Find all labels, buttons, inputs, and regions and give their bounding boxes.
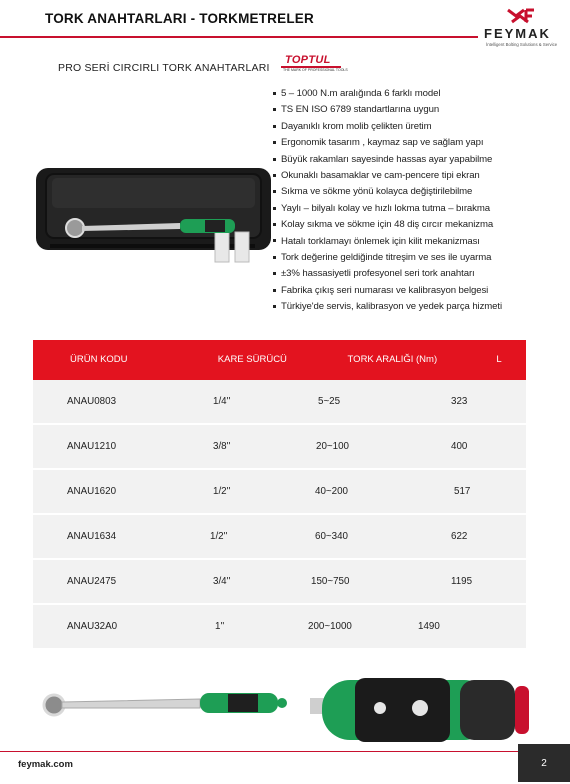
bullet-icon xyxy=(273,239,276,242)
table-row xyxy=(33,605,526,650)
cell-length: 1490 xyxy=(418,621,440,632)
feature-item: Kolay sıkma ve sökme için 48 diş cırcır mekanizma xyxy=(273,217,563,233)
feature-list xyxy=(273,86,563,315)
feature-item: Okunaklı basamaklar ve cam-pencere tipi ekran xyxy=(273,168,563,184)
cell-square-drive: 3/8'' xyxy=(213,441,231,452)
cell-torque-range: 200~1000 xyxy=(308,621,352,632)
title-divider xyxy=(0,36,478,38)
cell-square-drive: 1/4'' xyxy=(213,396,231,407)
torque-wrench-image xyxy=(40,675,290,730)
brand-tagline: İntelligent Bolting Solutions & Service xyxy=(486,42,558,47)
cell-code: ANAU32A0 xyxy=(67,621,118,632)
bullet-icon xyxy=(273,190,276,193)
page-number: 2 xyxy=(518,744,570,782)
col-header-length: L xyxy=(496,354,502,365)
cell-square-drive: 1/2'' xyxy=(213,486,231,497)
feature-item: Fabrika çıkış seri numarası ve kalibrasyon belgesi xyxy=(273,283,563,299)
table-header xyxy=(33,340,526,380)
feature-item: Tork değerine geldiğinde titreşim ve ses ile uyarma xyxy=(273,250,563,266)
cell-torque-range: 20~100 xyxy=(316,441,349,452)
table-row xyxy=(33,425,526,470)
cell-length: 323 xyxy=(451,396,468,407)
cell-square-drive: 3/4'' xyxy=(213,576,231,587)
cell-torque-range: 5~25 xyxy=(318,396,341,407)
table-row xyxy=(33,470,526,515)
page-title: TORK ANAHTARLARI - TORKMETRELER xyxy=(45,11,314,26)
cell-code: ANAU1210 xyxy=(67,441,117,452)
toptul-logo-underline xyxy=(281,66,341,68)
bullet-icon xyxy=(273,125,276,128)
bullet-icon xyxy=(273,174,276,177)
cell-length: 400 xyxy=(451,441,468,452)
table-row xyxy=(33,380,526,425)
bullet-icon xyxy=(273,141,276,144)
bullet-icon xyxy=(273,289,276,292)
feature-item: Hatalı torklamayı önlemek için kilit mekanizması xyxy=(273,234,563,250)
feature-item: Sıkma ve sökme yönü kolayca değiştirilebilme xyxy=(273,184,563,200)
cell-code: ANAU1620 xyxy=(67,486,117,497)
section-subtitle: PRO SERİ CIRCIRLI TORK ANAHTARLARI xyxy=(58,62,270,74)
toptul-logo-sub: THE MARK OF PROFESSIONAL TOOLS xyxy=(283,68,348,72)
cell-torque-range: 150~750 xyxy=(311,576,350,587)
cell-length: 517 xyxy=(454,486,471,497)
feature-item: Büyük rakamları sayesinde hassas ayar yapabilme xyxy=(273,152,563,168)
col-header-square-drive: KARE SÜRÜCÜ xyxy=(217,354,287,365)
feature-item: ±3% hassasiyetli profesyonel seri tork anahtarı xyxy=(273,266,563,282)
wrench-handle-closeup-image xyxy=(310,660,540,750)
spec-table xyxy=(33,340,526,650)
brand-name: FEYMAK xyxy=(484,26,551,41)
cell-length: 1195 xyxy=(451,576,473,587)
feature-item: 5 – 1000 N.m aralığında 6 farklı model xyxy=(273,86,563,102)
bullet-icon xyxy=(273,108,276,111)
bullet-icon xyxy=(273,305,276,308)
cell-torque-range: 60~340 xyxy=(315,531,348,542)
cell-square-drive: 1'' xyxy=(215,621,225,632)
bullet-icon xyxy=(273,92,276,95)
cell-torque-range: 40~200 xyxy=(315,486,348,497)
wrench-case-image xyxy=(30,160,275,270)
cell-length: 622 xyxy=(451,531,468,542)
footer-divider xyxy=(0,751,518,752)
cell-code: ANAU2475 xyxy=(67,576,117,587)
table-row xyxy=(33,560,526,605)
bullet-icon xyxy=(273,223,276,226)
cell-code: ANAU1634 xyxy=(67,531,117,542)
feature-item: Türkiye'de servis, kalibrasyon ve yedek parça hizmeti xyxy=(273,299,563,315)
bullet-icon xyxy=(273,256,276,259)
bullet-icon xyxy=(273,207,276,210)
table-row xyxy=(33,515,526,560)
feature-item: TS EN ISO 6789 standartlarına uygun xyxy=(273,102,563,118)
bullet-icon xyxy=(273,158,276,161)
col-header-torque-range: TORK ARALIĞI (Nm) xyxy=(347,354,438,365)
bullet-icon xyxy=(273,272,276,275)
col-header-code: ÜRÜN KODU xyxy=(70,354,128,365)
footer-website: feymak.com xyxy=(18,759,73,770)
toptul-logo-text: TOPTUL xyxy=(285,54,331,66)
feature-item: Yaylı – bilyalı kolay ve hızlı lokma tutma – bırakma xyxy=(273,201,563,217)
feature-item: Dayanıklı krom molib çelikten üretim xyxy=(273,119,563,135)
cell-code: ANAU0803 xyxy=(67,396,117,407)
cell-square-drive: 1/2'' xyxy=(210,531,228,542)
feature-item: Ergonomik tasarım , kaymaz sap ve sağlam yapı xyxy=(273,135,563,151)
